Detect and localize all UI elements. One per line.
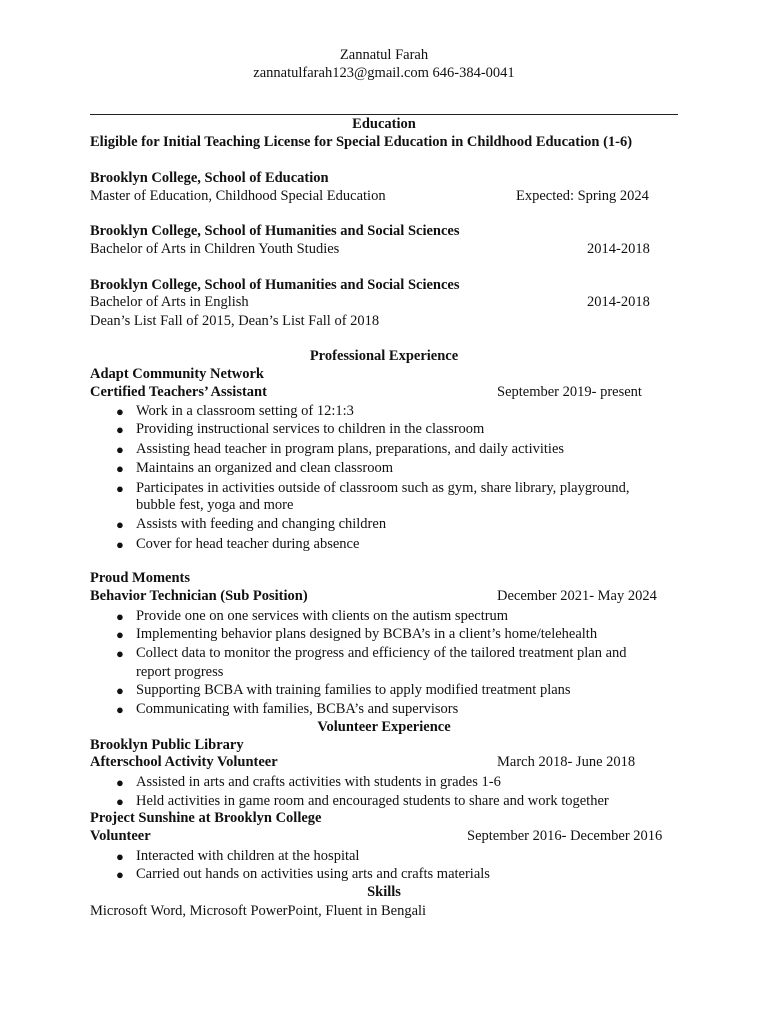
list-item: Assisting head teacher in program plans, preparations, and daily activities: [136, 441, 565, 457]
volunteer-title: Volunteer: [90, 828, 151, 844]
bullet-icon: ●: [116, 702, 124, 717]
volunteer-date: September 2016- December 2016: [467, 828, 663, 844]
list-item: Participates in activities outside of classroom such as gym, share library, playground,: [136, 480, 630, 496]
list-item: Held activities in game room and encouraged students to share and work together: [136, 793, 609, 809]
professional-heading: Professional Experience: [309, 348, 459, 364]
list-item: Assists with feeding and changing children: [136, 516, 387, 532]
list-item: Implementing behavior plans designed by BCBA’s in a client’s home/telehealth: [136, 626, 598, 642]
degree: Bachelor of Arts in English: [90, 294, 249, 310]
contact-info: zannatulfarah123@gmail.com 646-384-0041: [253, 65, 515, 81]
list-item: Provide one on one services with clients on the autism spectrum: [136, 608, 509, 624]
bullet-icon: ●: [116, 481, 124, 496]
organization-name: Project Sunshine at Brooklyn College: [90, 810, 322, 826]
list-item: Work in a classroom setting of 12:1:3: [136, 403, 354, 419]
school-name: Brooklyn College, School of Humanities and Social Sciences: [90, 277, 460, 293]
bullet-icon: ●: [116, 422, 124, 437]
degree: Master of Education, Childhood Special Education: [90, 188, 386, 204]
bullet-icon: ●: [116, 442, 124, 457]
degree-date: Expected: Spring 2024: [516, 188, 649, 204]
bullet-icon: ●: [116, 775, 124, 790]
header-divider: [90, 114, 678, 115]
list-item-continued: report progress: [136, 664, 224, 680]
skills-text: Microsoft Word, Microsoft PowerPoint, Fluent in Bengali: [90, 903, 427, 919]
volunteer-title: Afterschool Activity Volunteer: [90, 754, 278, 770]
honors-note: Dean’s List Fall of 2015, Dean’s List Fall of 2018: [90, 313, 380, 329]
list-item: Maintains an organized and clean classroom: [136, 460, 394, 476]
list-item: Collect data to monitor the progress and efficiency of the tailored treatment plan and: [136, 645, 627, 661]
list-item: Providing instructional services to children in the classroom: [136, 421, 485, 437]
degree-date: 2014-2018: [587, 241, 650, 257]
list-item: Assisted in arts and crafts activities with students in grades 1-6: [136, 774, 501, 790]
bullet-icon: ●: [116, 683, 124, 698]
degree-date: 2014-2018: [587, 294, 650, 310]
education-heading: Education: [352, 116, 416, 132]
bullet-icon: ●: [116, 517, 124, 532]
skills-heading: Skills: [367, 884, 401, 900]
degree: Bachelor of Arts in Children Youth Studies: [90, 241, 340, 257]
bullet-icon: ●: [116, 537, 124, 552]
list-item: Communicating with families, BCBA’s and supervisors: [136, 701, 459, 717]
resume-name: Zannatul Farah: [339, 47, 429, 63]
bullet-icon: ●: [116, 609, 124, 624]
bullet-icon: ●: [116, 646, 124, 661]
volunteer-heading: Volunteer Experience: [317, 719, 451, 735]
list-item: Cover for head teacher during absence: [136, 536, 360, 552]
list-item-continued: bubble fest, yoga and more: [136, 497, 294, 513]
list-item: Carried out hands on activities using arts and crafts materials: [136, 866, 490, 882]
list-item: Interacted with children at the hospital: [136, 848, 360, 864]
license-line: Eligible for Initial Teaching License for Special Education in Childhood Education (1-6): [90, 134, 633, 150]
school-name: Brooklyn College, School of Education: [90, 170, 329, 186]
job-date: September 2019- present: [497, 384, 642, 400]
organization-name: Brooklyn Public Library: [90, 737, 244, 753]
job-date: December 2021- May 2024: [497, 588, 657, 604]
employer-name: Proud Moments: [90, 570, 191, 586]
job-title: Behavior Technician (Sub Position): [90, 588, 308, 604]
bullet-icon: ●: [116, 849, 124, 864]
bullet-icon: ●: [116, 461, 124, 476]
job-title: Certified Teachers’ Assistant: [90, 384, 267, 400]
bullet-icon: ●: [116, 794, 124, 809]
bullet-icon: ●: [116, 867, 124, 882]
list-item: Supporting BCBA with training families to apply modified treatment plans: [136, 682, 571, 698]
employer-name: Adapt Community Network: [90, 366, 264, 382]
bullet-icon: ●: [116, 627, 124, 642]
school-name: Brooklyn College, School of Humanities and Social Sciences: [90, 223, 460, 239]
bullet-icon: ●: [116, 404, 124, 419]
volunteer-date: March 2018- June 2018: [497, 754, 636, 770]
